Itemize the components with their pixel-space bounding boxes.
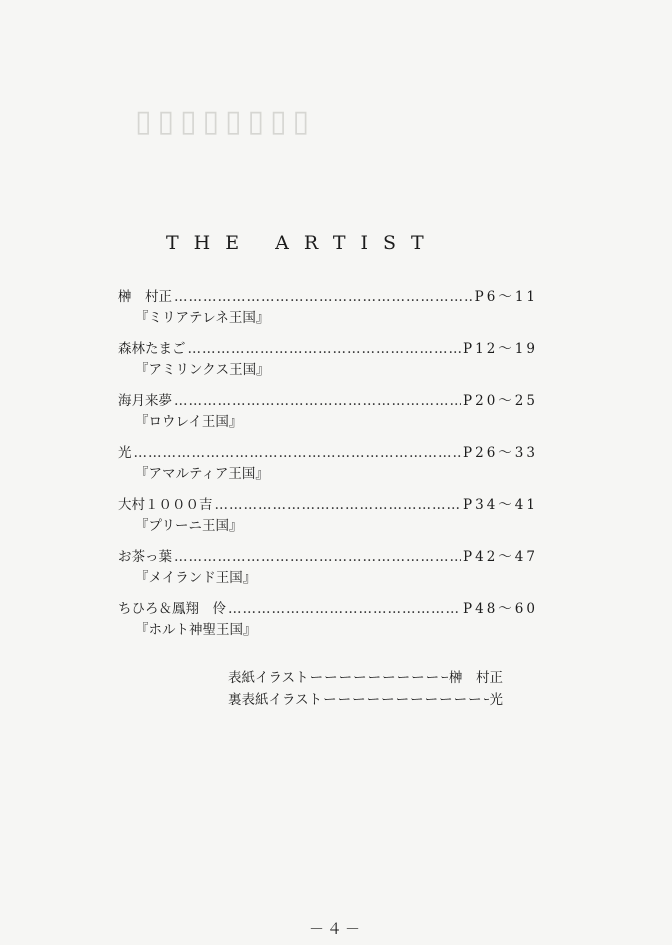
work-title: 『アマルティア王国』: [135, 466, 269, 482]
page-range: P12～19: [463, 341, 538, 357]
list-item: [118, 340, 538, 392]
page-range: P20～25: [463, 393, 538, 409]
list-item: [118, 444, 538, 496]
credit-role: 表紙イラスト: [228, 670, 309, 686]
list-item: [118, 392, 538, 444]
credit-name: 光: [489, 692, 503, 708]
list-item: [118, 496, 538, 548]
leader-dots: [215, 496, 462, 514]
list-item: [118, 600, 538, 652]
credit-name: 榊 村正: [449, 670, 503, 686]
list-item: [118, 548, 538, 600]
leader-dashes: [310, 667, 448, 689]
page-range: P34～41: [463, 497, 538, 513]
credit-row: [228, 667, 503, 689]
credit-role: 裏表紙イラスト: [228, 692, 323, 708]
work-title: 『ホルト神聖王国』: [135, 622, 257, 638]
credit-row: [228, 689, 503, 711]
artist-name: お茶っ葉: [118, 549, 172, 565]
page-range: P6～11: [474, 289, 538, 305]
work-title: 『ロウレイ王国』: [135, 414, 243, 430]
page-title: THE ARTIST: [166, 232, 439, 254]
leader-dashes: [323, 689, 488, 711]
work-title: 『ミリアテレネ王国』: [135, 310, 270, 326]
bleed-through-texture: ▯▯▯▯▯▯▯▯: [135, 104, 316, 139]
page-range: P48～60: [463, 601, 538, 617]
page-range: P26～33: [463, 445, 538, 461]
page-number: －４－: [308, 920, 363, 938]
leader-dots: [188, 340, 462, 358]
artist-name: 光: [118, 445, 132, 461]
work-title: 『アミリンクス王国』: [135, 362, 270, 378]
artist-name: ちひろ＆鳳翔 伶: [118, 601, 226, 617]
artist-name: 榊 村正: [118, 289, 172, 305]
leader-dots: [134, 444, 462, 462]
page-range: P42～47: [463, 549, 538, 565]
artist-name: 海月来夢: [118, 393, 172, 409]
illustration-credits: [228, 667, 503, 711]
leader-dots: [228, 600, 461, 618]
list-item: [118, 288, 538, 340]
artist-name: 大村１０００吉: [118, 497, 213, 513]
leader-dots: [174, 288, 473, 306]
leader-dots: [174, 548, 461, 566]
leader-dots: [174, 392, 461, 410]
work-title: 『メイランド王国』: [135, 570, 257, 586]
artist-name: 森林たまご: [118, 341, 186, 357]
contents-list: [118, 288, 538, 652]
work-title: 『プリーニ王国』: [135, 518, 243, 534]
